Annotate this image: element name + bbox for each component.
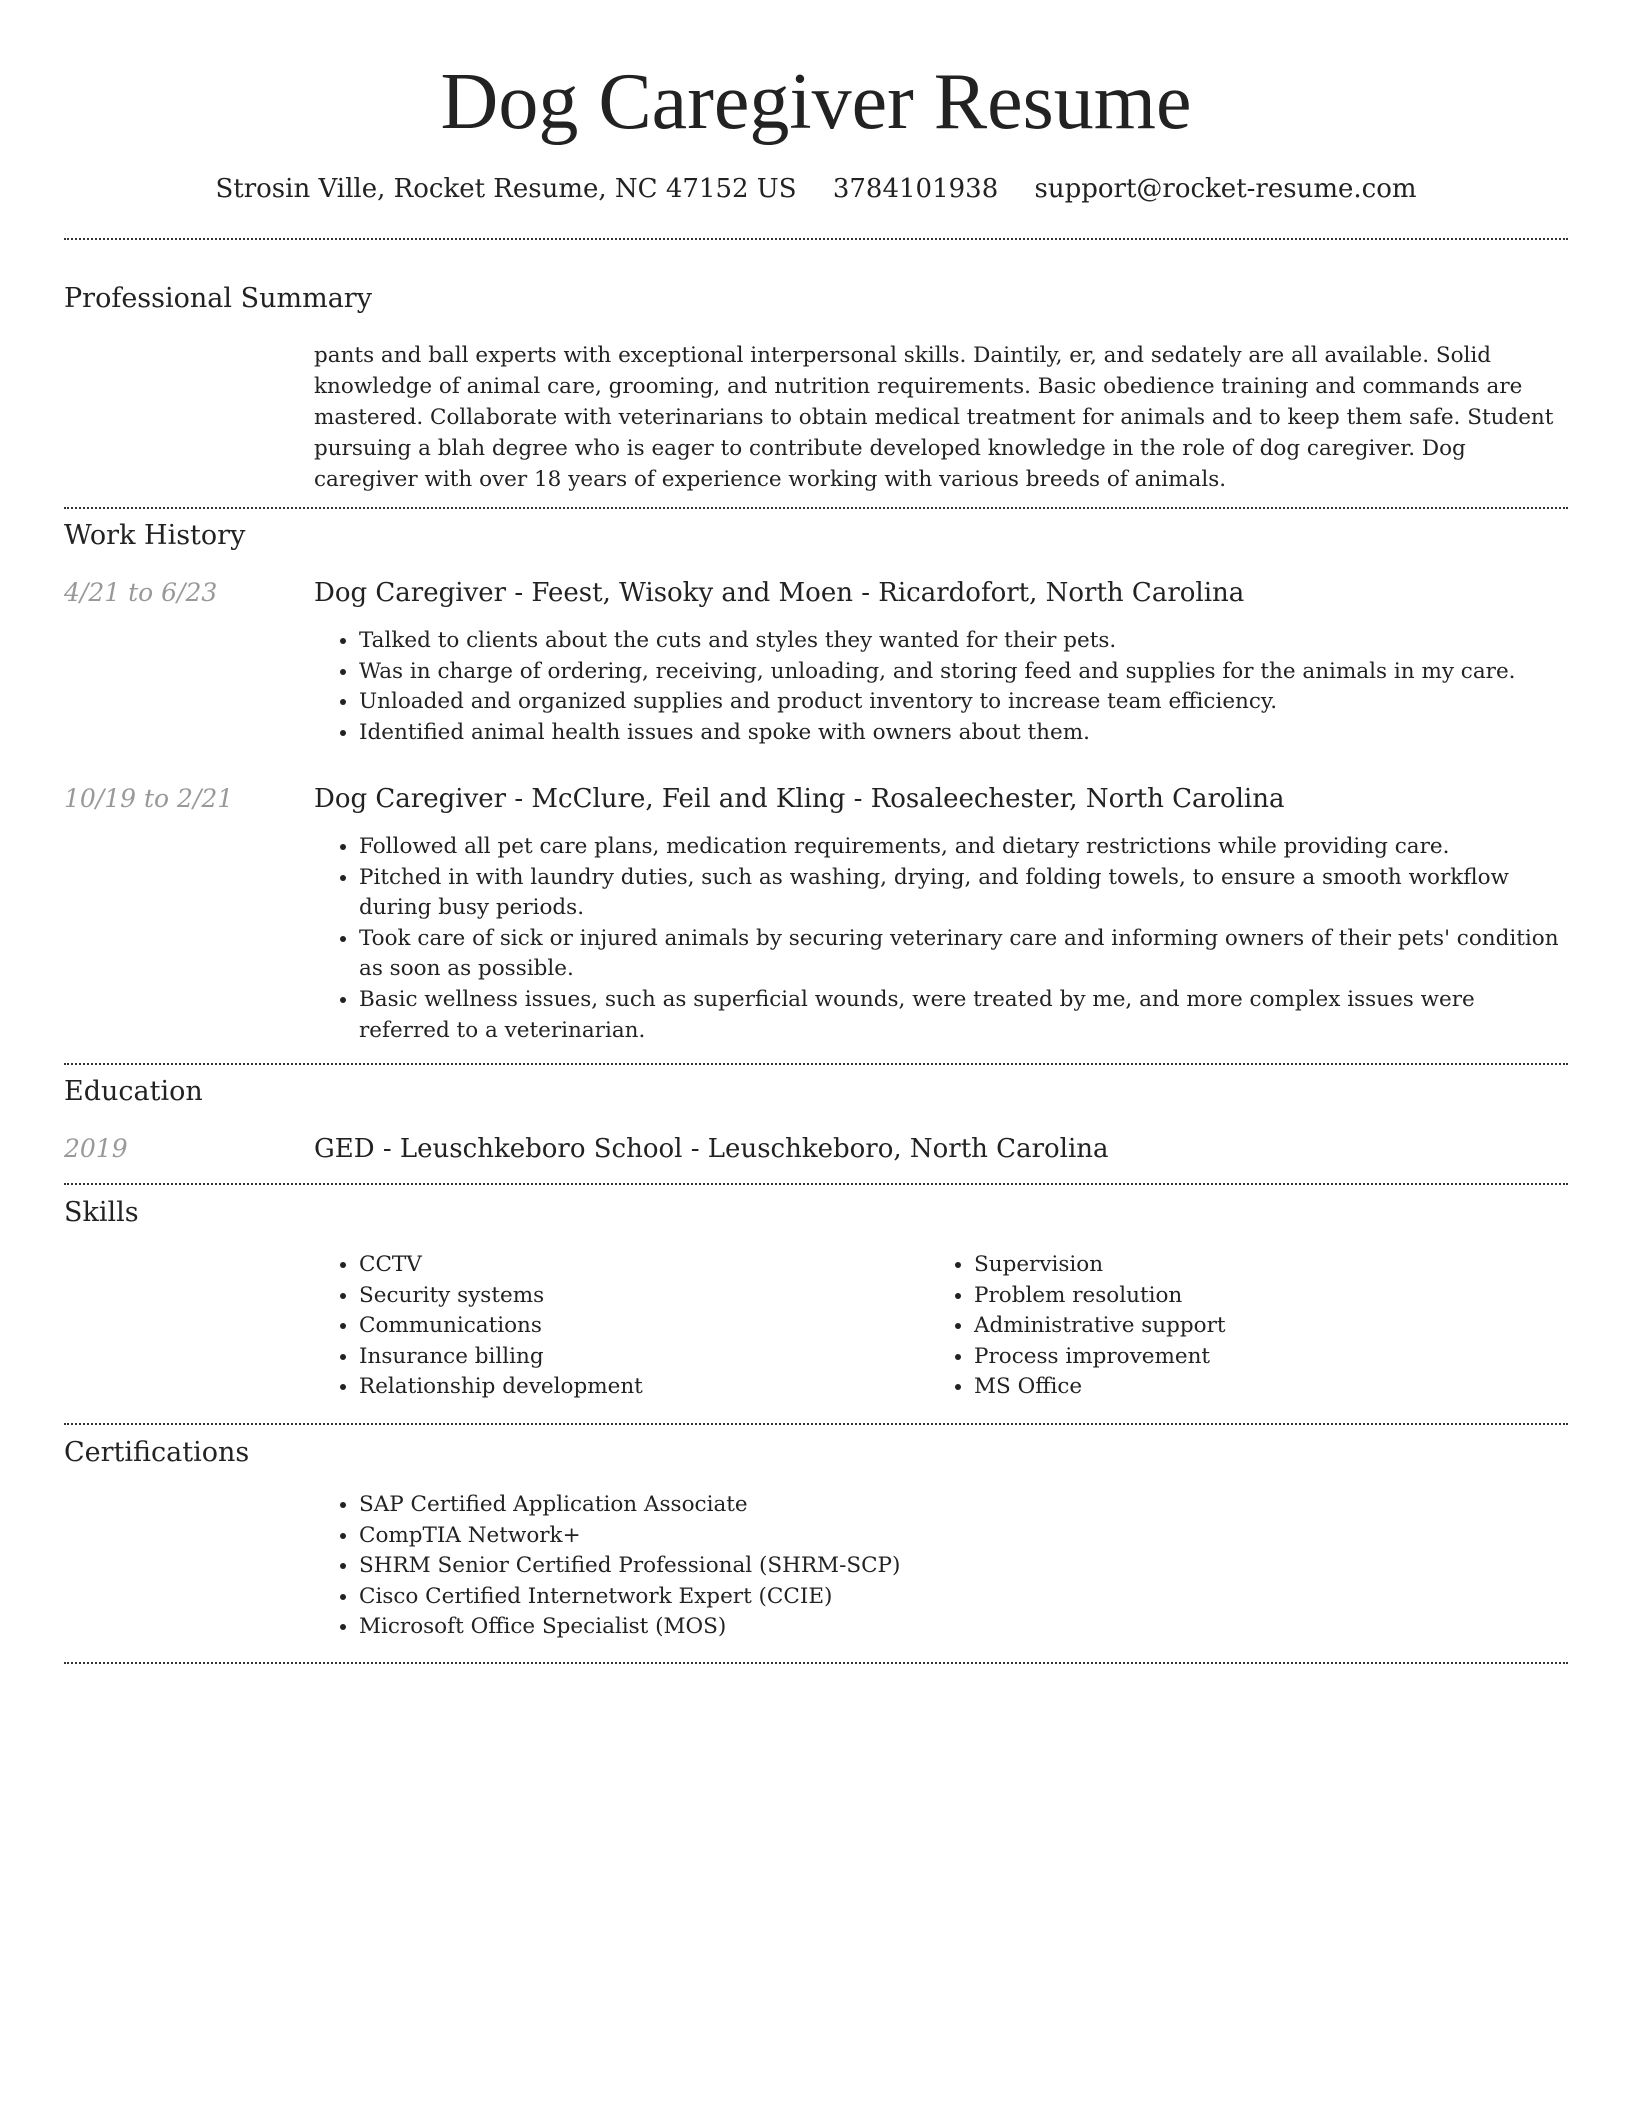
section-divider — [64, 1063, 1568, 1065]
list-item: • Unloaded and organized supplies and product inventory to increase team efficiency. — [359, 687, 1539, 718]
section-divider — [64, 1183, 1568, 1185]
section-divider — [64, 507, 1568, 509]
certifications-list — [314, 1490, 1259, 1643]
list-item: • Basic wellness issues, such as superficial wounds, were treated by me, and more complex issues were referred to a veterinarian. — [359, 985, 1559, 1046]
certifications-heading: Certifications — [64, 1437, 250, 1468]
contact-email: support@rocket-resume.com — [1034, 174, 1417, 204]
list-item: • Pitched in with laundry duties, such as washing, drying, and folding towels, to ensure a smooth workflow during busy periods. — [359, 863, 1559, 924]
summary-heading: Professional Summary — [64, 283, 372, 314]
education-heading: Education — [64, 1076, 203, 1107]
job-dates: 10/19 to 2/21 — [64, 784, 234, 813]
list-item: • Followed all pet care plans, medication requirements, and dietary restrictions while providing care. — [359, 832, 1559, 863]
list-item: • Took care of sick or injured animals by securing veterinary care and informing owners of their pets' condition as soon as possible. — [359, 924, 1559, 985]
list-item: • Process improvement — [974, 1342, 1534, 1373]
list-item: • Administrative support — [974, 1311, 1534, 1342]
list-item: • Problem resolution — [974, 1281, 1534, 1312]
section-divider — [64, 1662, 1568, 1664]
list-item: • MS Office — [974, 1372, 1534, 1403]
skills-list-left — [314, 1250, 919, 1403]
section-divider — [64, 238, 1568, 240]
list-item: • Identified animal health issues and spoke with owners about them. — [359, 718, 1539, 749]
list-item: • Microsoft Office Specialist (MOS) — [359, 1612, 1259, 1643]
list-item: • Cisco Certified Internetwork Expert (CCIE) — [359, 1582, 1259, 1613]
list-item: • Insurance billing — [359, 1342, 919, 1373]
job-title: Dog Caregiver - McClure, Feil and Kling - Rosaleechester, North Carolina — [314, 784, 1285, 814]
job-duties-list — [314, 626, 1539, 748]
skills-heading: Skills — [64, 1197, 139, 1228]
list-item: • Was in charge of ordering, receiving, unloading, and storing feed and supplies for the animals in my care. — [359, 657, 1539, 688]
job-duties-list — [314, 832, 1559, 1046]
list-item: • Communications — [359, 1311, 919, 1342]
list-item: • SHRM Senior Certified Professional (SHRM-SCP) — [359, 1551, 1259, 1582]
resume-title: Dog Caregiver Resume — [440, 58, 1192, 146]
job-title: Dog Caregiver - Feest, Wisoky and Moen - Ricardofort, North Carolina — [314, 578, 1245, 608]
list-item: • SAP Certified Application Associate — [359, 1490, 1259, 1521]
summary-text: pants and ball experts with exceptional interpersonal skills. Daintily, er, and sedately are all available. Solid knowledge of animal care, grooming, and nutrition requirements. Basic obedience training and commands are mastered. Collaborate with veterinarians to obtain medical treatment for animals and to keep them safe. Student pursuing a blah degree who is eager to contribute developed knowledge in the role of dog caregiver. Dog caregiver with over 18 years of experience working with various breeds of animals. — [314, 343, 1554, 492]
list-item: • Relationship development — [359, 1372, 919, 1403]
list-item: • Supervision — [974, 1250, 1534, 1281]
contact-address: Strosin Ville, Rocket Resume, NC 47152 US — [215, 174, 797, 204]
list-item: • CCTV — [359, 1250, 919, 1281]
education-date: 2019 — [64, 1134, 128, 1163]
contact-line — [0, 172, 1632, 206]
section-divider — [64, 1423, 1568, 1425]
list-item: • CompTIA Network+ — [359, 1521, 1259, 1552]
list-item: • Security systems — [359, 1281, 919, 1312]
education-entry: GED - Leuschkeboro School - Leuschkeboro, North Carolina — [314, 1134, 1109, 1164]
contact-phone: 3784101938 — [832, 174, 999, 204]
skills-list-right — [929, 1250, 1534, 1403]
list-item: • Talked to clients about the cuts and styles they wanted for their pets. — [359, 626, 1539, 657]
work-history-heading: Work History — [64, 520, 246, 551]
job-dates: 4/21 to 6/23 — [64, 578, 218, 607]
